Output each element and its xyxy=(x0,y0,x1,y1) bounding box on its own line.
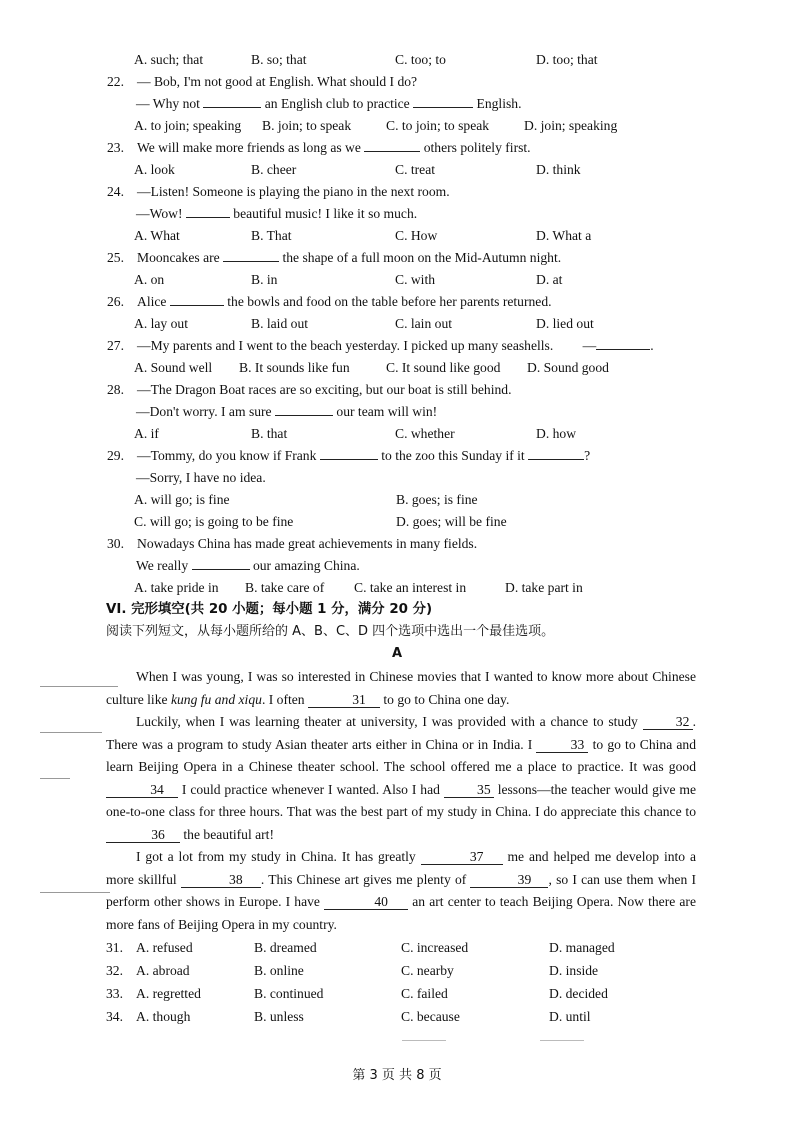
q26-stem xyxy=(107,293,552,311)
blank-35: 35 xyxy=(444,782,494,798)
q23-option-b: B. cheer xyxy=(251,162,297,177)
q26-option-b: B. laid out xyxy=(251,316,309,331)
q21-option-b: B. so; that xyxy=(251,52,307,67)
q26-number: 26. xyxy=(107,294,124,309)
q30-option-b: B. take care of xyxy=(245,580,325,595)
answer-blank xyxy=(192,569,250,570)
scan-mark xyxy=(40,732,102,733)
q31-number: 31. xyxy=(106,940,123,955)
answer-blank xyxy=(364,151,420,152)
answer-blank xyxy=(203,107,261,108)
q27-option-a: A. Sound well xyxy=(134,360,213,375)
q25-option-d: D. at xyxy=(536,272,563,287)
q24-text-3: beautiful music! I like it so much. xyxy=(233,206,418,221)
q22-stem-line2 xyxy=(136,95,521,113)
q30-number: 30. xyxy=(107,536,124,551)
q30-text-2: We really xyxy=(136,558,189,573)
q24-stem-line1 xyxy=(107,183,450,201)
q29-option-c: C. will go; is going to be fine xyxy=(134,514,294,529)
q22-option-d: D. join; speaking xyxy=(524,118,618,133)
blank-40: 40 xyxy=(324,894,408,910)
scan-mark xyxy=(40,778,70,779)
q21-option-c: C. too; to xyxy=(395,52,446,67)
q28-option-d: D. how xyxy=(536,426,577,441)
scan-mark xyxy=(40,892,110,893)
q30-text: Nowadays China has made great achievements in many fields. xyxy=(137,536,478,551)
q32-option-a: A. abroad xyxy=(136,963,190,978)
q32-row xyxy=(106,962,136,980)
q26-option-c: C. lain out xyxy=(395,316,453,331)
q23-stem xyxy=(107,139,531,157)
q30-option-a: A. take pride in xyxy=(134,580,219,595)
answer-blank xyxy=(223,261,279,262)
q31-option-d: D. managed xyxy=(549,940,615,955)
q28-option-a: A. if xyxy=(134,426,159,441)
passage-text: I got a lot from my study in China. It has greatly xyxy=(136,849,421,864)
q28-stem-line1 xyxy=(107,381,512,399)
q22-option-a: A. to join; speaking xyxy=(134,118,242,133)
q33-row xyxy=(106,985,136,1003)
q30-stem-line2 xyxy=(136,557,360,575)
q21-option-d: D. too; that xyxy=(536,52,598,67)
passage-paragraph-2 xyxy=(106,711,696,847)
q34-row xyxy=(106,1008,136,1026)
q31-option-c: C. increased xyxy=(401,940,469,955)
q28-option-b: B. that xyxy=(251,426,288,441)
q32-option-d: D. inside xyxy=(549,963,599,978)
passage-text: an art center to teach Beijing Opera. Now there are more fans of Beijing Opera in my country. xyxy=(106,894,696,932)
passage-text: When I was young, I was so interested in Chinese movies that I wanted to know more about Chinese culture like xyxy=(106,669,696,707)
q34-option-b: B. unless xyxy=(254,1009,304,1024)
q32-option-c: C. nearby xyxy=(401,963,454,978)
q25-number: 25. xyxy=(107,250,124,265)
q33-option-d: D. decided xyxy=(549,986,608,1001)
passage-italic-text: kung fu and xiqu xyxy=(170,691,262,707)
passage-text: . This Chinese art gives me plenty of xyxy=(260,871,471,887)
answer-blank xyxy=(275,415,333,416)
q33-option-a: A. regretted xyxy=(136,986,201,1001)
q27-dash: — xyxy=(582,338,597,353)
page-footer: 第 3 页 共 8 页 xyxy=(352,1068,442,1083)
q25-text-2: the shape of a full moon on the Mid-Autumn night. xyxy=(282,250,562,265)
q23-text: We will make more friends as long as we xyxy=(137,140,361,155)
q34-option-a: A. though xyxy=(136,1009,191,1024)
q25-stem xyxy=(107,249,561,267)
q22-text-4: English. xyxy=(476,96,522,111)
q31-row xyxy=(106,939,136,957)
q26-text-2: the bowls and food on the table before her parents returned. xyxy=(227,294,552,309)
section-instructions: 阅读下列短文，从每小题所给的 A、B、C、D 四个选项中选出一个最佳选项。 xyxy=(106,624,555,639)
q27-option-b: B. It sounds like fun xyxy=(239,360,350,375)
passage-text: Luckily, when I was learning theater at university, I was provided with a chance to study xyxy=(136,714,643,729)
blank-38: 38 xyxy=(181,872,261,888)
q29-number: 29. xyxy=(107,448,124,463)
q27-stem: 27. —My parents and I went to the beach yesterday. I picked up many seashells. — . xyxy=(107,338,654,353)
passage-paragraph-3 xyxy=(106,846,696,936)
q29-stem-line2: —Sorry, I have no idea. xyxy=(136,470,266,485)
blank-34: 34 xyxy=(106,782,178,798)
passage-text: the beautiful art! xyxy=(180,826,274,842)
q22-option-b: B. join; to speak xyxy=(262,118,352,133)
q34-option-c: C. because xyxy=(401,1009,460,1024)
q25-option-b: B. in xyxy=(251,272,278,287)
q30-text-3: our amazing China. xyxy=(252,558,360,573)
q22-number: 22. xyxy=(107,74,124,89)
q24-text-2: —Wow! xyxy=(136,206,183,221)
q29-option-d: D. goes; will be fine xyxy=(396,514,507,529)
q30-stem-line1 xyxy=(107,535,477,553)
q23-number: 23. xyxy=(107,140,124,155)
answer-blank xyxy=(186,217,230,218)
q23-text-2: others politely first. xyxy=(423,140,531,155)
blank-33: 33 xyxy=(536,737,588,753)
q23-option-a: A. look xyxy=(134,162,175,177)
q30-option-d: D. take part in xyxy=(505,580,583,595)
answer-blank xyxy=(528,459,584,460)
q25-text: Mooncakes are xyxy=(137,250,220,265)
q27-option-d: D. Sound good xyxy=(527,360,609,375)
blank-37: 37 xyxy=(421,849,503,865)
passage-text: me and helped me develop into a more skillful xyxy=(106,849,696,887)
scan-mark xyxy=(540,1040,584,1041)
answer-blank xyxy=(413,107,473,108)
q22-text-2: — Why not xyxy=(136,96,200,111)
q22-text: — Bob, I'm not good at English. What should I do? xyxy=(137,74,418,89)
q28-text-2: —Don't worry. I am sure xyxy=(136,404,272,419)
q32-number: 32. xyxy=(106,963,123,978)
passage-text: I could practice whenever I wanted. Also I had xyxy=(178,781,444,797)
q33-option-c: C. failed xyxy=(401,986,448,1001)
q31-option-b: B. dreamed xyxy=(254,940,317,955)
q29-option-a: A. will go; is fine xyxy=(134,492,230,507)
passage-text: . I often xyxy=(261,691,308,707)
passage-text: to go to China and learn Beijing Opera in a Chinese theater school. The school offered me a place to practice. It was good xyxy=(106,736,696,775)
q29-text: —Tommy, do you know if Frank xyxy=(137,448,317,463)
q24-option-c: C. How xyxy=(395,228,438,243)
q26-option-d: D. lied out xyxy=(536,316,594,331)
passage-text: lessons—the teacher would give me one-to-one class for three hours. That was the best part of my study in China. I do appreciate this chance to xyxy=(106,781,697,820)
q34-number: 34. xyxy=(106,1009,123,1024)
q23-option-c: C. treat xyxy=(395,162,436,177)
q27-number: 27. xyxy=(107,338,124,353)
q29-option-b: B. goes; is fine xyxy=(396,492,478,507)
answer-blank xyxy=(170,305,224,306)
q28-text: —The Dragon Boat races are so exciting, but our boat is still behind. xyxy=(137,382,512,397)
q24-stem-line2 xyxy=(136,205,417,223)
q28-text-3: our team will win! xyxy=(336,404,438,419)
section-title: VI. 完形填空(共 20 小题；每小题 1 分，满分 20 分) xyxy=(106,602,433,617)
q22-text-3: an English club to practice xyxy=(264,96,410,111)
q26-option-a: A. lay out xyxy=(134,316,188,331)
q24-option-b: B. That xyxy=(251,228,292,243)
blank-31: 31 xyxy=(308,692,380,708)
q33-option-b: B. continued xyxy=(254,986,324,1001)
q28-stem-line2 xyxy=(136,403,437,421)
q23-option-d: D. think xyxy=(536,162,581,177)
q28-number: 28. xyxy=(107,382,124,397)
q24-number: 24. xyxy=(107,184,124,199)
q34-option-d: D. until xyxy=(549,1009,591,1024)
answer-blank xyxy=(596,349,650,350)
q31-option-a: A. refused xyxy=(136,940,193,955)
blank-32: 32 xyxy=(643,714,693,730)
q21-option-a: A. such; that xyxy=(134,52,204,67)
q33-number: 33. xyxy=(106,986,123,1001)
passage-paragraph-1 xyxy=(106,666,696,711)
q22-option-c: C. to join; to speak xyxy=(386,118,490,133)
q27-text: —My parents and I went to the beach yesterday. I picked up many seashells. xyxy=(137,338,554,353)
q24-option-a: A. What xyxy=(134,228,180,243)
blank-39: 39 xyxy=(470,872,548,888)
passage-text: to go to China one day. xyxy=(380,691,510,707)
scan-mark xyxy=(402,1040,446,1041)
q30-option-c: C. take an interest in xyxy=(354,580,467,595)
q28-option-c: C. whether xyxy=(395,426,455,441)
q27-option-c: C. It sound like good xyxy=(386,360,501,375)
passage-letter: A xyxy=(391,646,403,661)
blank-36: 36 xyxy=(106,827,180,843)
passage-text: . There was a program to study Asian theater arts either in China or in India. I xyxy=(106,714,696,752)
q29-stem-line1 xyxy=(107,447,590,465)
q22-stem-line1 xyxy=(107,73,417,91)
passage-text: , so I can use them when I perform other shows in Europe. I have xyxy=(106,871,696,910)
q24-text: —Listen! Someone is playing the piano in the next room. xyxy=(137,184,450,199)
q32-option-b: B. online xyxy=(254,963,304,978)
answer-blank xyxy=(320,459,378,460)
q26-text: Alice xyxy=(137,294,167,309)
q24-option-d: D. What a xyxy=(536,228,592,243)
q29-question-mark: ? xyxy=(584,448,591,463)
q25-option-c: C. with xyxy=(395,272,436,287)
q25-option-a: A. on xyxy=(134,272,165,287)
q29-text-2: to the zoo this Sunday if it xyxy=(381,448,525,463)
